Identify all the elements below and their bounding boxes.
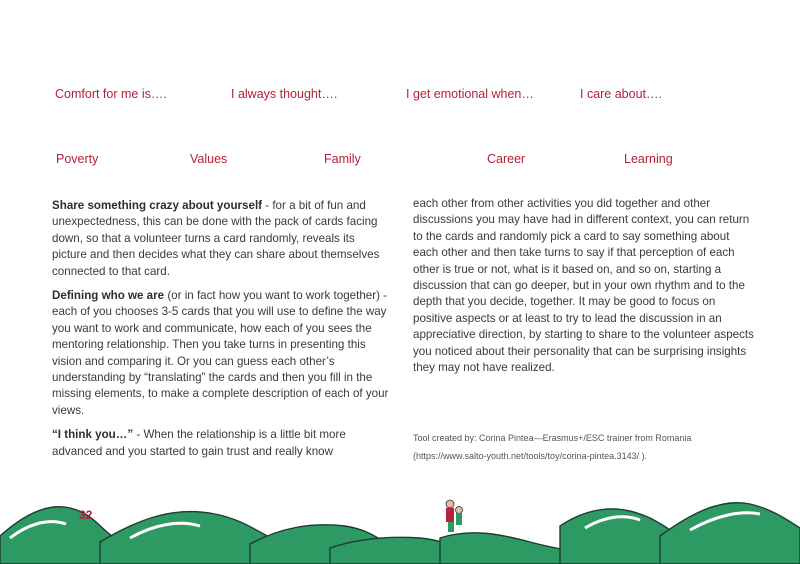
credit-line: Tool created by: Corina Pintea—Erasmus+/ESC trainer from Romania <box>413 433 692 443</box>
figures-illustration <box>446 500 463 532</box>
card-label-poverty: Poverty <box>56 152 99 166</box>
right-text-column <box>413 196 755 384</box>
paragraph-continued: each other from other activities you did together and other discussions you may have had in different context, you can return to the cards and randomly pick a card to say something about each other and then take turns to say if that perception of each other is true or not, what is it based on, and so on, starting a discussion that can go deeper, but in your own rhythm and to the depth that you decide, together. It may be good to focus on positive aspects or at least to try to lead the discussion in an appreciative direction, by starting to share to the volunteer aspects you noticed about their personality that can be surprising insights they may not have realized. <box>413 197 754 375</box>
paragraph-crazy <box>52 198 392 280</box>
card-label-care-about: I care about…. <box>580 87 662 101</box>
text-crazy: - for a bit of fun and unexpectedness, this can be done with the pack of cards facing down, so that a volunteer turns a card randomly, reveals its picture and then decides what they can share about themselves connected to that card. <box>52 199 380 278</box>
paragraph-defining <box>52 288 392 419</box>
left-text-column <box>52 198 392 468</box>
hills-group <box>0 503 800 564</box>
card-label-emotional: I get emotional when… <box>406 87 534 101</box>
credit-link[interactable]: (https://www.salto-youth.net/tools/toy/corina-pintea.3143/ ). <box>413 451 648 461</box>
card-label-family: Family <box>324 152 361 166</box>
hills-illustration <box>0 478 800 564</box>
heading-defining: Defining who we are <box>52 289 165 303</box>
card-label-comfort: Comfort for me is…. <box>55 87 167 101</box>
page-number: 32 <box>79 508 93 522</box>
card-label-always-thought: I always thought…. <box>231 87 338 101</box>
card-label-values: Values <box>190 152 228 166</box>
text-i-think-you: - When the relationship is a little bit more advanced and you started to gain trust and really know <box>52 428 346 458</box>
heading-crazy: Share something crazy about yourself <box>52 199 263 212</box>
text-defining: (or in fact how you want to work together) - each of you chooses 3-5 cards that you will use to define the way you want to work and communicate, how each of you sees the mentoring relationship. Then you take turns in presenting this vision and comparing it. Or you can guess each other’s understanding by “translating” the cards and then you fill in the missing elements, to make a complete description of each of your views. <box>52 289 389 417</box>
heading-i-think-you: “I think you…” <box>52 428 134 442</box>
card-label-learning: Learning <box>624 152 673 166</box>
paragraph-i-think-you <box>52 427 392 460</box>
card-label-career: Career <box>487 152 526 166</box>
